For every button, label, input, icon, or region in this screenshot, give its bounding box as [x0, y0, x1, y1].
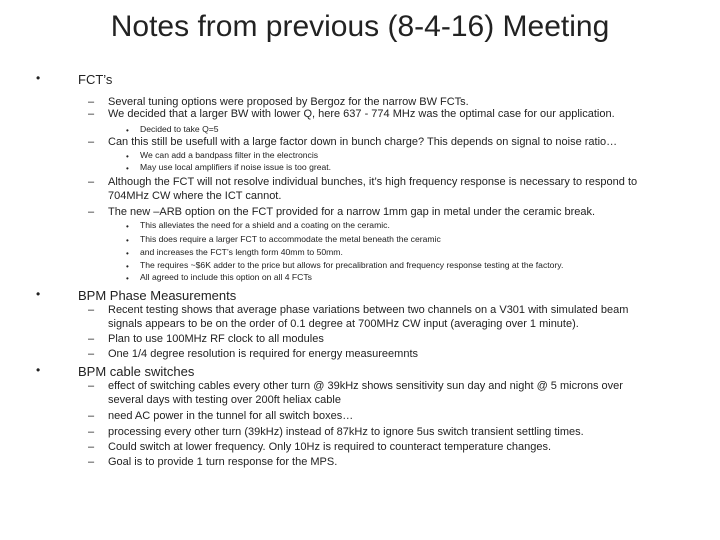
- item-dash: –: [88, 426, 95, 438]
- section-heading: BPM Phase Measurements: [78, 288, 237, 303]
- item-dash: –: [88, 410, 95, 422]
- subitem-bullet: •: [126, 222, 129, 231]
- item-text: signals appears to be on the order of 0.1 degree at 700MHz CW input (averaging over 1 minute).: [108, 318, 579, 330]
- subitem-text: and increases the FCT’s length form 40mm to 50mm.: [140, 247, 343, 257]
- subitem-bullet: •: [126, 249, 129, 258]
- item-text: several days with testing over 200ft heliax cable: [108, 394, 341, 406]
- item-text: effect of switching cables every other turn @ 39kHz shows sensitivity sun day and night @ 5 microns over: [108, 380, 623, 392]
- subitem-text: All agreed to include this option on all 4 FCTs: [140, 272, 312, 282]
- item-text: Could switch at lower frequency. Only 10Hz is required to counteract temperature changes.: [108, 441, 552, 453]
- subitem-bullet: •: [126, 126, 129, 135]
- subitem-text: This alleviates the need for a shield and a coating on the ceramic.: [140, 220, 390, 230]
- item-text: Can this still be usefull with a large factor down in bunch charge? This depends on signal to noise ratio…: [108, 136, 618, 148]
- subitem-text: The requires ~$6K adder to the price but allows for precalibration and frequency response testing at the factory.: [140, 260, 564, 270]
- subitem-text: We can add a bandpass filter in the electroncis: [140, 150, 319, 160]
- subitem-text: This does require a larger FCT to accommodate the metal beneath the ceramic: [140, 234, 441, 244]
- subitem-text: Decided to take Q=5: [140, 124, 219, 134]
- section-bullet: •: [36, 71, 41, 85]
- item-dash: –: [88, 108, 95, 120]
- item-text: 704MHz CW where the ICT cannot.: [108, 190, 282, 202]
- item-dash: –: [88, 304, 95, 316]
- section-bullet: •: [36, 287, 41, 301]
- subitem-bullet: •: [126, 236, 129, 245]
- item-dash: –: [88, 441, 95, 453]
- subitem-bullet: •: [126, 274, 129, 283]
- item-text: Goal is to provide 1 turn response for the MPS.: [108, 456, 338, 468]
- item-text: Recent testing shows that average phase variations between two channels on a V301 with simulated beam: [108, 304, 629, 316]
- item-dash: –: [88, 176, 95, 188]
- section-heading: FCT’s: [78, 72, 113, 87]
- section-heading: BPM cable switches: [78, 364, 195, 379]
- item-dash: –: [88, 380, 95, 392]
- page-title: Notes from previous (8-4-16) Meeting: [110, 10, 610, 43]
- item-text: need AC power in the tunnel for all switch boxes…: [108, 410, 354, 422]
- subitem-bullet: •: [126, 152, 129, 161]
- subitem-bullet: •: [126, 164, 129, 173]
- item-dash: –: [88, 96, 95, 108]
- item-dash: –: [88, 333, 95, 345]
- item-text: Although the FCT will not resolve individual bunches, it’s high frequency response is necessary to respond to: [108, 176, 638, 188]
- item-dash: –: [88, 456, 95, 468]
- subitem-bullet: •: [126, 262, 129, 271]
- item-text: One 1/4 degree resolution is required for energy measureemnts: [108, 348, 419, 360]
- subitem-text: May use local amplifiers if noise issue is too great.: [140, 162, 332, 172]
- item-text: We decided that a larger BW with lower Q, here 637 - 774 MHz was the optimal case for our application.: [108, 108, 615, 120]
- item-text: The new –ARB option on the FCT provided for a narrow 1mm gap in metal under the ceramic break.: [108, 206, 596, 218]
- item-text: Plan to use 100MHz RF clock to all modules: [108, 333, 324, 345]
- item-dash: –: [88, 348, 95, 360]
- item-text: processing every other turn (39kHz) instead of 87kHz to ignore 5us switch transient settling times.: [108, 426, 584, 438]
- item-dash: –: [88, 136, 95, 148]
- item-dash: –: [88, 206, 95, 218]
- item-text: Several tuning options were proposed by Bergoz for the narrow BW FCTs.: [108, 96, 469, 108]
- section-bullet: •: [36, 363, 41, 377]
